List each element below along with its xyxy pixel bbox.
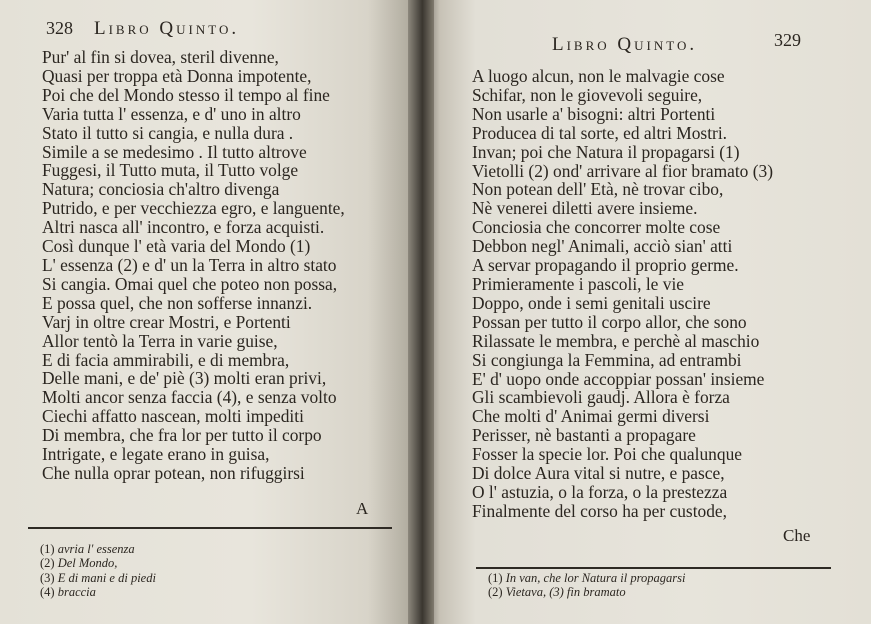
footnote-text: In van, che lor Natura il propagarsi <box>505 571 686 585</box>
text-line: Ciechi affatto nascean, molti impediti <box>42 406 304 427</box>
text-line: A luogo alcun, non le malvagie cose <box>472 66 725 86</box>
text-line: E possa quel, che non sofferse innanzi. <box>42 292 313 313</box>
text-line: Poi che del Mondo stesso il tempo al fine <box>42 84 330 105</box>
footnote <box>40 556 156 570</box>
footnote-text: Del Mondo, <box>57 556 118 571</box>
right-footnotes <box>488 571 685 600</box>
footnote <box>40 585 156 599</box>
text-line: Non potean dell' Età, nè trovar cibo, <box>472 179 724 200</box>
text-line: Allor tentò la Terra in varie guise, <box>42 330 278 351</box>
left-page <box>0 0 418 624</box>
text-line: Che molti d' Animai germi diversi <box>472 406 710 427</box>
right-page-number: 329 <box>774 30 801 50</box>
footnote-text: braccia <box>57 585 96 600</box>
footnote-number: (1) <box>40 542 55 556</box>
text-line: Putrido, e per vecchiezza egro, e languente, <box>42 198 345 219</box>
text-line: Di dolce Aura vital si nutre, e pasce, <box>472 463 725 484</box>
left-footnotes <box>40 542 156 600</box>
text-line: Invan; poi che Natura il propagarsi (1) <box>472 141 740 162</box>
left-running-head: Libro Quinto. <box>94 18 240 39</box>
text-line: Stato il tutto si cangia, e nulla dura . <box>42 122 294 143</box>
right-text-block <box>472 67 773 521</box>
text-line: Doppo, onde i semi genitali uscire <box>472 292 711 313</box>
text-line: E di facia ammirabili, e di membra, <box>42 349 290 370</box>
footnote-text: avria l' essenza <box>57 542 135 556</box>
footnote <box>40 571 156 585</box>
text-line: Quasi per troppa età Donna impotente, <box>42 65 312 86</box>
left-footnote-rule <box>28 527 392 529</box>
text-line: O l' astuzia, o la forza, o la prestezza <box>472 481 728 502</box>
text-line: Di membra, che fra lor per tutto il corpo <box>42 425 322 446</box>
footnote <box>488 585 685 599</box>
footnote-number: (2) <box>40 556 55 571</box>
text-line: Gli scambievoli gaudj. Allora è forza <box>472 387 730 408</box>
text-line: Si congiunga la Femmina, ad entrambi <box>472 349 742 370</box>
text-line: Si cangia. Omai quel che poteo non possa, <box>42 273 338 294</box>
text-line: Natura; conciosia ch'altro divenga <box>42 179 280 200</box>
text-line: Perisser, nè bastanti a propagare <box>472 425 696 446</box>
text-line: Fosser la specie lor. Poi che qualunque <box>472 444 742 465</box>
footnote-text: Vietava, (3) fin bramato <box>505 585 626 600</box>
text-line: Non usarle a' bisogni: altri Portenti <box>472 103 716 124</box>
text-line: Così dunque l' età varia del Mondo (1) <box>42 236 311 257</box>
footnote <box>40 542 156 556</box>
right-page <box>422 0 871 624</box>
text-line: Nè venerei diletti avere insieme. <box>472 198 698 219</box>
right-running-head: Libro Quinto. <box>552 34 698 55</box>
text-line: Varj in oltre crear Mostri, e Portenti <box>42 311 291 332</box>
text-line: Primieramente i pascoli, le vie <box>472 273 684 294</box>
text-line: Varia tutta l' essenza, e d' uno in altro <box>42 103 301 124</box>
text-line: Debbon negl' Animali, acciò sian' atti <box>472 236 733 257</box>
left-text-block <box>42 48 345 483</box>
text-line: Pur' al fin si dovea, steril divenne, <box>42 47 279 67</box>
text-line: Delle mani, e de' piè (3) molti eran privi, <box>42 368 327 389</box>
text-line: Intrigate, e legate erano in guisa, <box>42 444 270 465</box>
footnote-number: (3) <box>40 570 55 585</box>
text-line: Possan per tutto il corpo allor, che sono <box>472 311 747 332</box>
text-line: Simile a se medesimo . Il tutto altrove <box>42 141 307 162</box>
footnote-number: (2) <box>488 585 503 600</box>
right-footnote-rule <box>476 567 831 569</box>
text-line: Rilassate le membra, e perchè al maschio <box>472 330 760 351</box>
text-line: Vietolli (2) ond' arrivare al fior bramato (3) <box>472 160 773 181</box>
book-gutter <box>408 0 434 624</box>
footnote-number: (1) <box>488 571 503 585</box>
text-line: Che nulla oprar potean, non rifuggirsi <box>42 462 305 483</box>
left-page-number: 328 <box>46 18 73 38</box>
right-catchword: Che <box>783 526 811 545</box>
text-line: L' essenza (2) e d' un la Terra in altro stato <box>42 254 337 275</box>
text-line: Producea di tal sorte, ed altri Mostri. <box>472 122 728 143</box>
text-line: Conciosia che concorrer molte cose <box>472 217 721 238</box>
footnote-number: (4) <box>40 585 55 600</box>
text-line: Schifar, non le giovevoli seguire, <box>472 84 703 105</box>
text-line: E' d' uopo onde accoppiar possan' insieme <box>472 368 765 389</box>
footnote-text: E di mani e di piedi <box>57 570 156 585</box>
text-line: Altri nasca all' incontro, e forza acquisti. <box>42 217 325 238</box>
text-line: Fuggesi, il Tutto muta, il Tutto volge <box>42 160 299 181</box>
text-line: A servar propagando il proprio germe. <box>472 255 739 276</box>
text-line: Molti ancor senza faccia (4), e senza volto <box>42 387 337 408</box>
footnote <box>488 571 685 585</box>
left-catchword: A <box>356 499 369 518</box>
text-line: Finalmente del corso ha per custode, <box>472 500 727 521</box>
